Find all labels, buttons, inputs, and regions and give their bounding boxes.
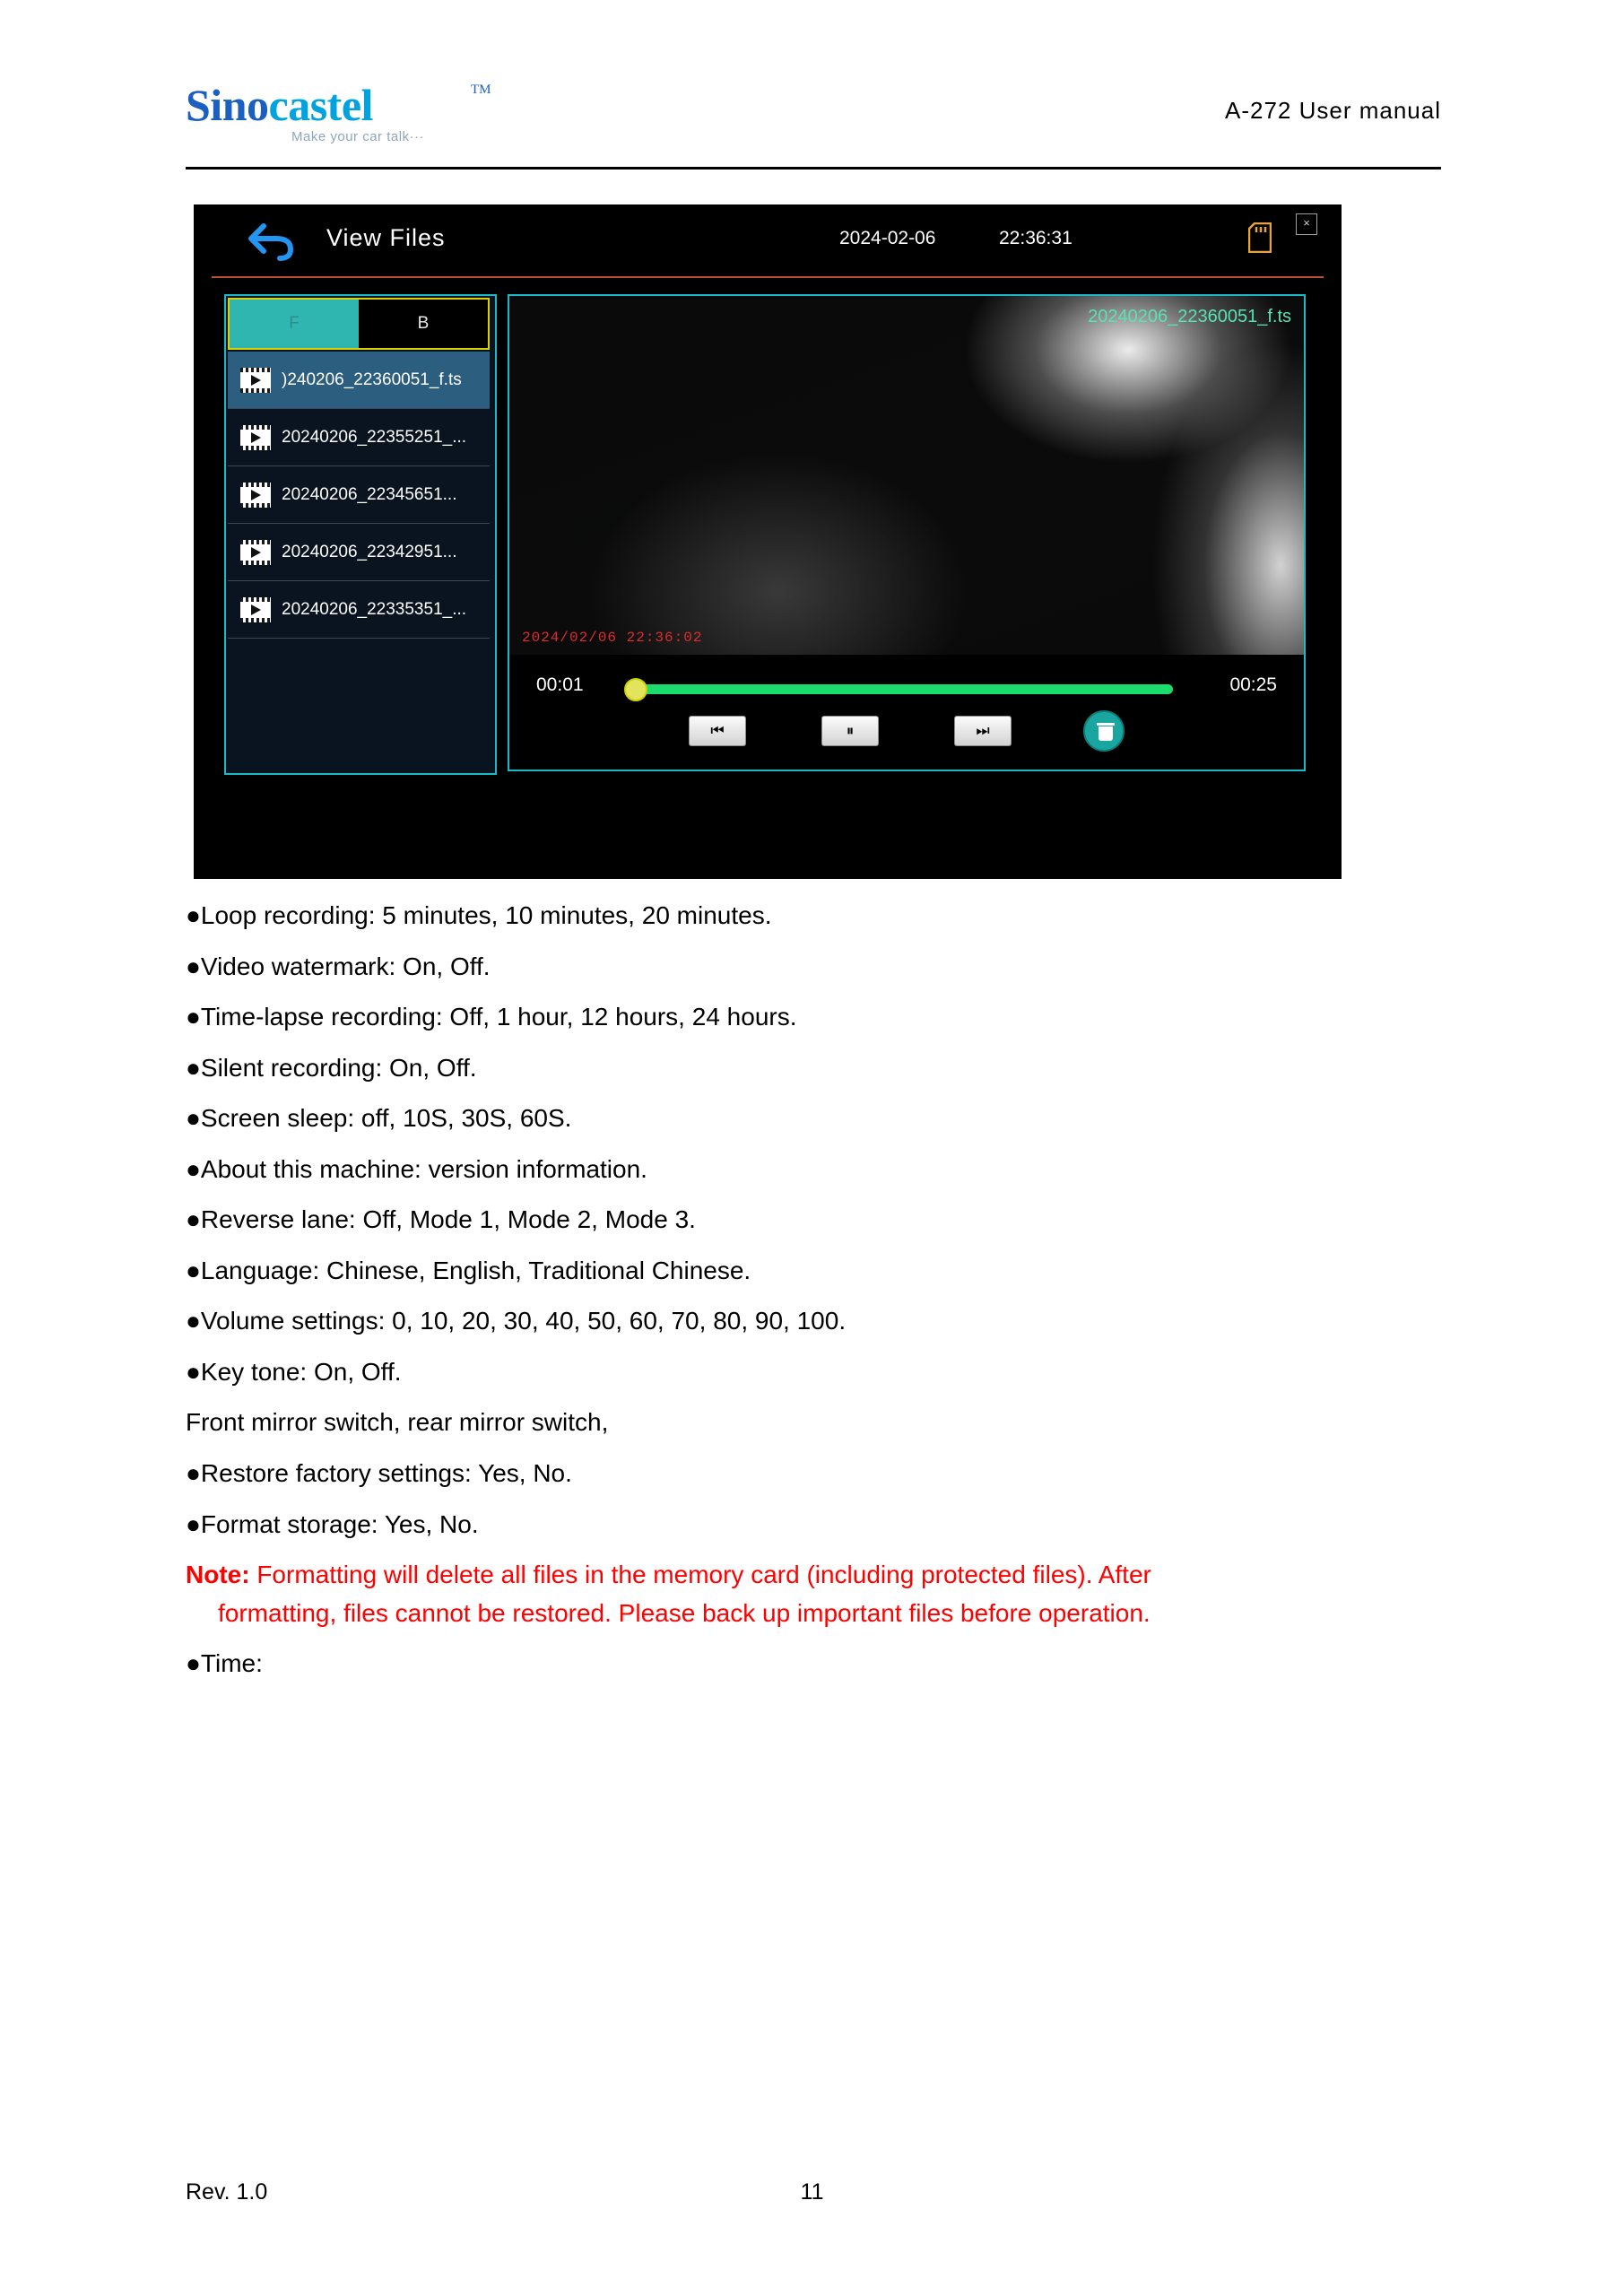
device-screen-title: View Files	[326, 224, 446, 251]
back-arrow-icon[interactable]	[246, 221, 296, 262]
logo-tagline: Make your car talk···	[291, 129, 425, 144]
tab-front-camera[interactable]: F	[230, 300, 359, 348]
spec-line: ●Silent recording: On, Off.	[186, 1053, 477, 1082]
video-controls	[509, 655, 1304, 770]
spec-line: ●Key tone: On, Off.	[186, 1357, 402, 1386]
file-browser-panel	[224, 294, 497, 775]
file-name: 20240206_22342951...	[282, 542, 457, 561]
footer-page-number: 11	[800, 2179, 824, 2205]
video-player-panel	[508, 294, 1306, 771]
spec-line: ●About this machine: version information.	[186, 1154, 647, 1183]
list-item[interactable]	[228, 466, 490, 524]
video-file-icon	[240, 540, 271, 565]
video-overlay-filename: 20240206_22360051_f.ts	[1088, 307, 1291, 326]
video-overlay-timestamp: 2024/02/06 22:36:02	[522, 630, 703, 646]
device-time: 22:36:31	[999, 228, 1073, 248]
page-header	[186, 63, 1441, 161]
spec-line: ●Video watermark: On, Off.	[186, 952, 491, 980]
mirror-switch-line: Front mirror switch, rear mirror switch,	[186, 1408, 609, 1437]
spec-line: ●Screen sleep: off, 10S, 30S, 60S.	[186, 1104, 572, 1133]
trash-icon	[1097, 723, 1115, 741]
note-paragraph	[186, 1556, 1459, 1632]
list-item[interactable]	[228, 581, 490, 639]
footer-revision: Rev. 1.0	[186, 2179, 268, 2205]
logo-castel-text: castel	[268, 80, 373, 130]
note-text-second: formatting, files cannot be restored. Please back up important files before operation.	[218, 1598, 1151, 1627]
video-file-icon	[240, 483, 271, 508]
video-file-icon	[240, 597, 271, 622]
header-divider	[186, 167, 1441, 170]
spec-line: ●Volume settings: 0, 10, 20, 30, 40, 50, 60, 70, 80, 90, 100.	[186, 1307, 847, 1335]
video-preview[interactable]	[509, 296, 1304, 655]
note-label: Note:	[186, 1561, 250, 1589]
video-file-icon	[240, 425, 271, 450]
list-item[interactable]	[228, 524, 490, 581]
pause-button[interactable]: ⏸	[821, 716, 879, 746]
duration-label: 00:25	[1229, 674, 1277, 695]
seek-bar[interactable]	[631, 684, 1173, 694]
camera-tabs	[228, 298, 490, 350]
device-screenshot-figure	[194, 204, 1342, 879]
file-name: 20240206_22345651...	[282, 484, 457, 504]
topbar-divider	[212, 276, 1324, 278]
file-name: 20240206_22355251_...	[282, 427, 467, 447]
device-date: 2024-02-06	[839, 228, 936, 248]
file-name: 20240206_22335351_...	[282, 599, 467, 619]
list-item[interactable]	[228, 409, 490, 466]
spec-line: ●Loop recording: 5 minutes, 10 minutes, 20 minutes.	[186, 901, 772, 929]
delete-button[interactable]	[1083, 710, 1125, 752]
previous-button[interactable]: ⏮	[689, 716, 746, 746]
spec-line: ●Reverse lane: Off, Mode 1, Mode 2, Mode 3.	[186, 1205, 696, 1234]
logo-wordmark	[186, 80, 373, 130]
sd-card-icon	[1248, 222, 1272, 253]
spec-line: ●Time-lapse recording: Off, 1 hour, 12 hours, 24 hours.	[186, 1003, 797, 1031]
note-text-first: Formatting will delete all files in the memory card (including protected files). After	[249, 1561, 1151, 1589]
logo-sino-text: Sino	[186, 80, 269, 130]
spec-line: ●Format storage: Yes, No.	[186, 1509, 479, 1538]
file-list	[228, 352, 490, 764]
tab-back-camera[interactable]: B	[359, 300, 488, 348]
trademark-symbol: TM	[471, 83, 491, 97]
list-item[interactable]	[228, 352, 490, 409]
device-topbar	[194, 204, 1342, 274]
close-icon[interactable]: ×	[1296, 213, 1317, 235]
current-time-label: 00:01	[536, 674, 584, 695]
seek-handle[interactable]	[624, 678, 647, 701]
spec-line: ●Language: Chinese, English, Traditional Chinese.	[186, 1256, 751, 1284]
sinocastel-logo	[186, 63, 508, 152]
file-name: )240206_22360051_f.ts	[282, 370, 462, 389]
spec-line: ●Time:	[186, 1649, 263, 1678]
next-button[interactable]: ⏭	[954, 716, 1012, 746]
document-title: A-272 User manual	[1225, 97, 1441, 124]
page-content	[186, 897, 1459, 1696]
spec-line: ●Restore factory settings: Yes, No.	[186, 1459, 572, 1488]
video-file-icon	[240, 368, 271, 393]
